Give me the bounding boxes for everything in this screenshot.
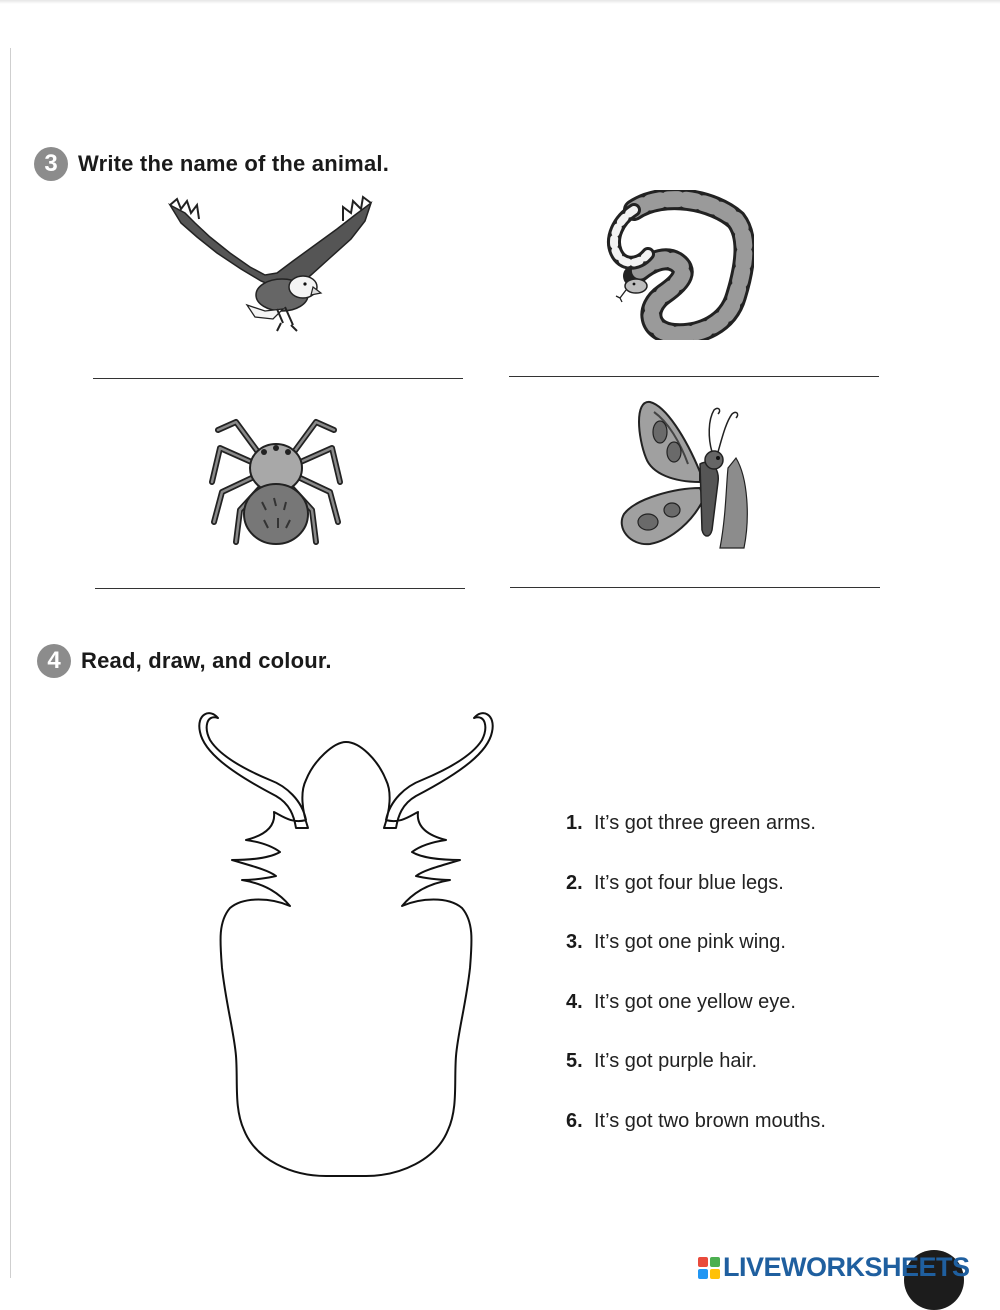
spider-answer-line[interactable]: [95, 588, 465, 589]
clue-number: 5.: [566, 1050, 583, 1073]
clue-number: 2.: [566, 871, 583, 894]
list-item: [566, 991, 826, 1051]
logo-square-icon: [698, 1257, 708, 1267]
clue-number: 3.: [566, 931, 583, 954]
logo-square-icon: [698, 1269, 708, 1279]
section-4-heading: [37, 644, 332, 678]
clue-number: 4.: [566, 990, 583, 1013]
logo-square-icon: [710, 1257, 720, 1267]
logo-square-icon: [710, 1269, 720, 1279]
liveworksheets-logo[interactable]: [698, 1252, 970, 1283]
snake-icon: [604, 190, 754, 340]
section-3-number: 3: [34, 147, 68, 181]
clue-number: 6.: [566, 1109, 583, 1132]
clue-number: 1.: [566, 812, 583, 834]
list-item: [566, 872, 826, 932]
list-item: [566, 931, 826, 991]
logo-mark-icon: [698, 1257, 720, 1279]
section-3-heading: [34, 147, 389, 181]
clue-text: It’s got four blue legs.: [594, 871, 784, 894]
eagle-answer-line[interactable]: [93, 378, 463, 379]
section-3-title: Write the name of the animal.: [78, 151, 390, 176]
list-item: [566, 1050, 826, 1110]
snake-answer-line[interactable]: [509, 376, 879, 377]
clue-text: It’s got purple hair.: [594, 1050, 758, 1073]
spider-icon: [206, 402, 346, 550]
logo-text: LIVEWORKSHEETS: [723, 1252, 970, 1282]
clue-list: [566, 812, 826, 1170]
clue-text: It’s got one pink wing.: [594, 931, 786, 954]
section-4-number: 4: [37, 644, 71, 678]
clue-text: It’s got two brown mouths.: [594, 1109, 826, 1132]
page-edge-top: [0, 0, 1000, 4]
butterfly-answer-line[interactable]: [510, 587, 880, 588]
eagle-icon: [165, 195, 377, 345]
page-edge-left: [10, 48, 11, 1278]
list-item: [566, 812, 826, 872]
butterfly-icon: [616, 398, 752, 550]
clue-text: It’s got one yellow eye.: [594, 990, 796, 1013]
section-4-title: Read, draw, and colour.: [81, 648, 332, 673]
clue-text: It’s got three green arms.: [594, 812, 816, 834]
monster-outline-drawing-area[interactable]: [190, 700, 502, 1182]
list-item: [566, 1110, 826, 1170]
